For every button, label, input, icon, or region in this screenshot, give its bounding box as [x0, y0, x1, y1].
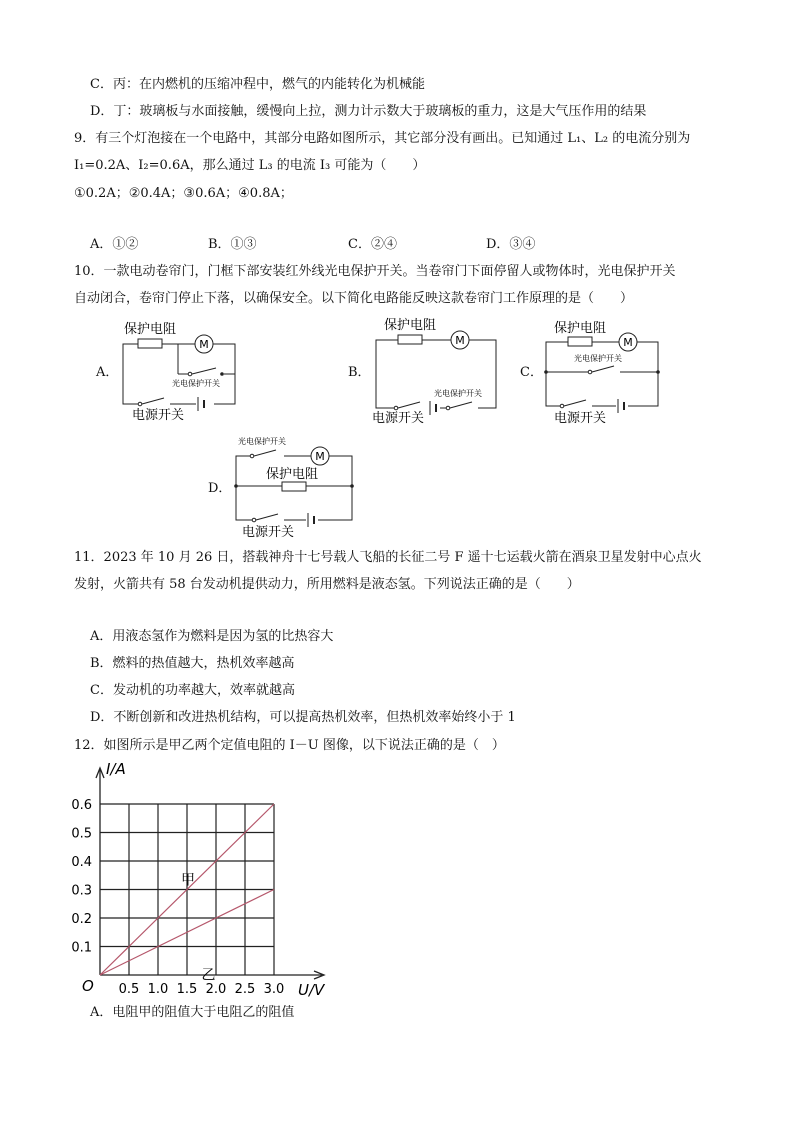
q8-option-d: D．丁：玻璃板与水面接触，缓慢向上拉，测力计示数大于玻璃板的重力，这是大气压作用的结果 — [90, 104, 647, 119]
power-switch-label: 电源开关 — [242, 525, 295, 540]
y-tick-label: 0.1 — [71, 940, 92, 956]
photo-switch-label: 光电保护开关 — [434, 389, 482, 398]
power-switch-icon — [560, 400, 592, 410]
photo-switch-icon — [588, 366, 620, 376]
q11-option-b[interactable]: B．燃料的热值越大，热机效率越高 — [90, 656, 295, 671]
resistor-label: 保护电阻 — [384, 318, 437, 333]
resistor-label: 保护电阻 — [554, 321, 607, 336]
photo-switch-icon — [446, 402, 478, 413]
series-label-yi: 乙 — [201, 967, 216, 984]
q9-option-c[interactable]: C．②④ — [348, 237, 397, 252]
series-label-jia: 甲 — [181, 872, 195, 889]
power-switch-icon — [138, 398, 170, 408]
x-tick-label: 3.0 — [263, 982, 285, 997]
junction-dot — [656, 370, 660, 374]
q9-option-a[interactable]: A．①② — [90, 237, 139, 252]
motor-icon — [619, 333, 637, 351]
q9-choices: ①0.2A；②0.4A；③0.6A；④0.8A； — [74, 186, 293, 201]
power-switch-label: 电源开关 — [554, 411, 607, 426]
x-tick-label: 0.5 — [118, 982, 140, 997]
junction-dot — [350, 484, 354, 488]
battery-icon — [196, 396, 208, 412]
y-tick-label: 0.6 — [71, 798, 92, 813]
y-tick-label: 0.2 — [71, 912, 92, 927]
motor-icon — [311, 447, 329, 465]
q12-option-a[interactable]: A．电阻甲的阻值大于电阻乙的阻值 — [90, 1005, 295, 1020]
x-tick-label: 1.5 — [176, 982, 198, 997]
photo-switch-label: 光电保护开关 — [574, 354, 622, 363]
chart-ticks — [71, 798, 284, 997]
iu-graph — [60, 758, 350, 1008]
q9-option-d[interactable]: D．③④ — [486, 237, 536, 252]
power-switch-icon — [252, 514, 284, 524]
y-tick-label: 0.3 — [71, 883, 92, 899]
circuit-diagram-c — [540, 318, 666, 426]
photo-switch-label: 光电保护开关 — [238, 437, 286, 446]
motor-label: M — [623, 336, 633, 349]
resistor-icon — [568, 337, 592, 346]
junction-dot — [544, 370, 548, 374]
power-switch-label: 电源开关 — [372, 411, 425, 426]
q9-option-b[interactable]: B．①③ — [208, 237, 257, 252]
x-tick-label: 2.0 — [205, 982, 227, 997]
y-axis-label: I/A — [106, 760, 126, 778]
y-tick-label: 0.5 — [71, 826, 92, 842]
x-tick-label: 2.5 — [234, 982, 256, 997]
q10-stem-line1: 10．一款电动卷帘门，门框下部安装红外线光电保护开关。当卷帘门下面停留人或物体时，光电保护开关 — [74, 264, 676, 279]
q10-option-b-label[interactable]: B． — [348, 365, 371, 380]
q10-stem-line2: 自动闭合，卷帘门停止下落，以确保安全。以下简化电路能反映这款卷帘门工作原理的是（ ） — [74, 291, 634, 306]
circuit-diagram-d — [230, 432, 360, 542]
x-axis-label: U/V — [298, 981, 325, 999]
circuit-diagram-a — [118, 318, 248, 423]
photo-switch-icon — [188, 368, 224, 377]
resistor-icon — [282, 482, 306, 491]
resistor-icon — [138, 339, 162, 348]
q12-stem: 12．如图所示是甲乙两个定值电阻的 I－U 图像，以下说法正确的是（ ） — [74, 738, 505, 753]
photo-switch-icon — [250, 450, 284, 460]
q9-stem-line1: 9．有三个灯泡接在一个电路中，其部分电路如图所示，其它部分没有画出。已知通过 L₁、L₂ 的电流分别为 — [74, 131, 691, 146]
resistor-label: 保护电阻 — [266, 467, 319, 482]
origin-label: O — [82, 977, 94, 995]
circuit-diagram-b — [368, 314, 504, 429]
motor-label: M — [315, 450, 325, 463]
motor-icon — [451, 331, 469, 349]
q10-option-d-label[interactable]: D． — [208, 481, 232, 496]
y-tick-label: 0.4 — [71, 855, 92, 870]
motor-icon — [195, 335, 213, 353]
battery-icon — [428, 400, 440, 416]
motor-label: M — [455, 334, 465, 347]
battery-icon — [616, 398, 628, 414]
resistor-icon — [398, 335, 422, 344]
q11-stem-line1: 11．2023 年 10 月 26 日，搭载神舟十七号载人飞船的长征二号 F 遥十七运载火箭在酒泉卫星发射中心点火 — [74, 550, 702, 565]
q11-option-c[interactable]: C．发动机的功率越大，效率就越高 — [90, 683, 295, 698]
power-switch-label: 电源开关 — [132, 408, 185, 423]
q10-option-a-label[interactable]: A． — [96, 365, 119, 380]
q11-stem-line2: 发射，火箭共有 58 台发动机提供动力，所用燃料是液态氢。下列说法正确的是（ ） — [74, 577, 580, 592]
motor-label: M — [199, 338, 209, 351]
q11-option-a[interactable]: A．用液态氢作为燃料是因为氢的比热容大 — [90, 629, 334, 644]
q9-stem-line2: I₁=0.2A、I₂=0.6A，那么通过 L₃ 的电流 I₃ 可能为（ ） — [74, 158, 426, 173]
resistor-label: 保护电阻 — [124, 322, 177, 337]
junction-dot — [234, 484, 238, 488]
photo-switch-label: 光电保护开关 — [172, 379, 220, 388]
battery-icon — [306, 512, 318, 528]
q11-option-d[interactable]: D．不断创新和改进热机结构，可以提高热机效率，但热机效率始终小于 1 — [90, 710, 516, 725]
chart-axes — [96, 768, 324, 979]
q8-option-c: C．丙：在内燃机的压缩冲程中，燃气的内能转化为机械能 — [90, 77, 425, 92]
x-tick-label: 1.0 — [147, 982, 169, 997]
q10-option-c-label[interactable]: C． — [520, 365, 543, 380]
